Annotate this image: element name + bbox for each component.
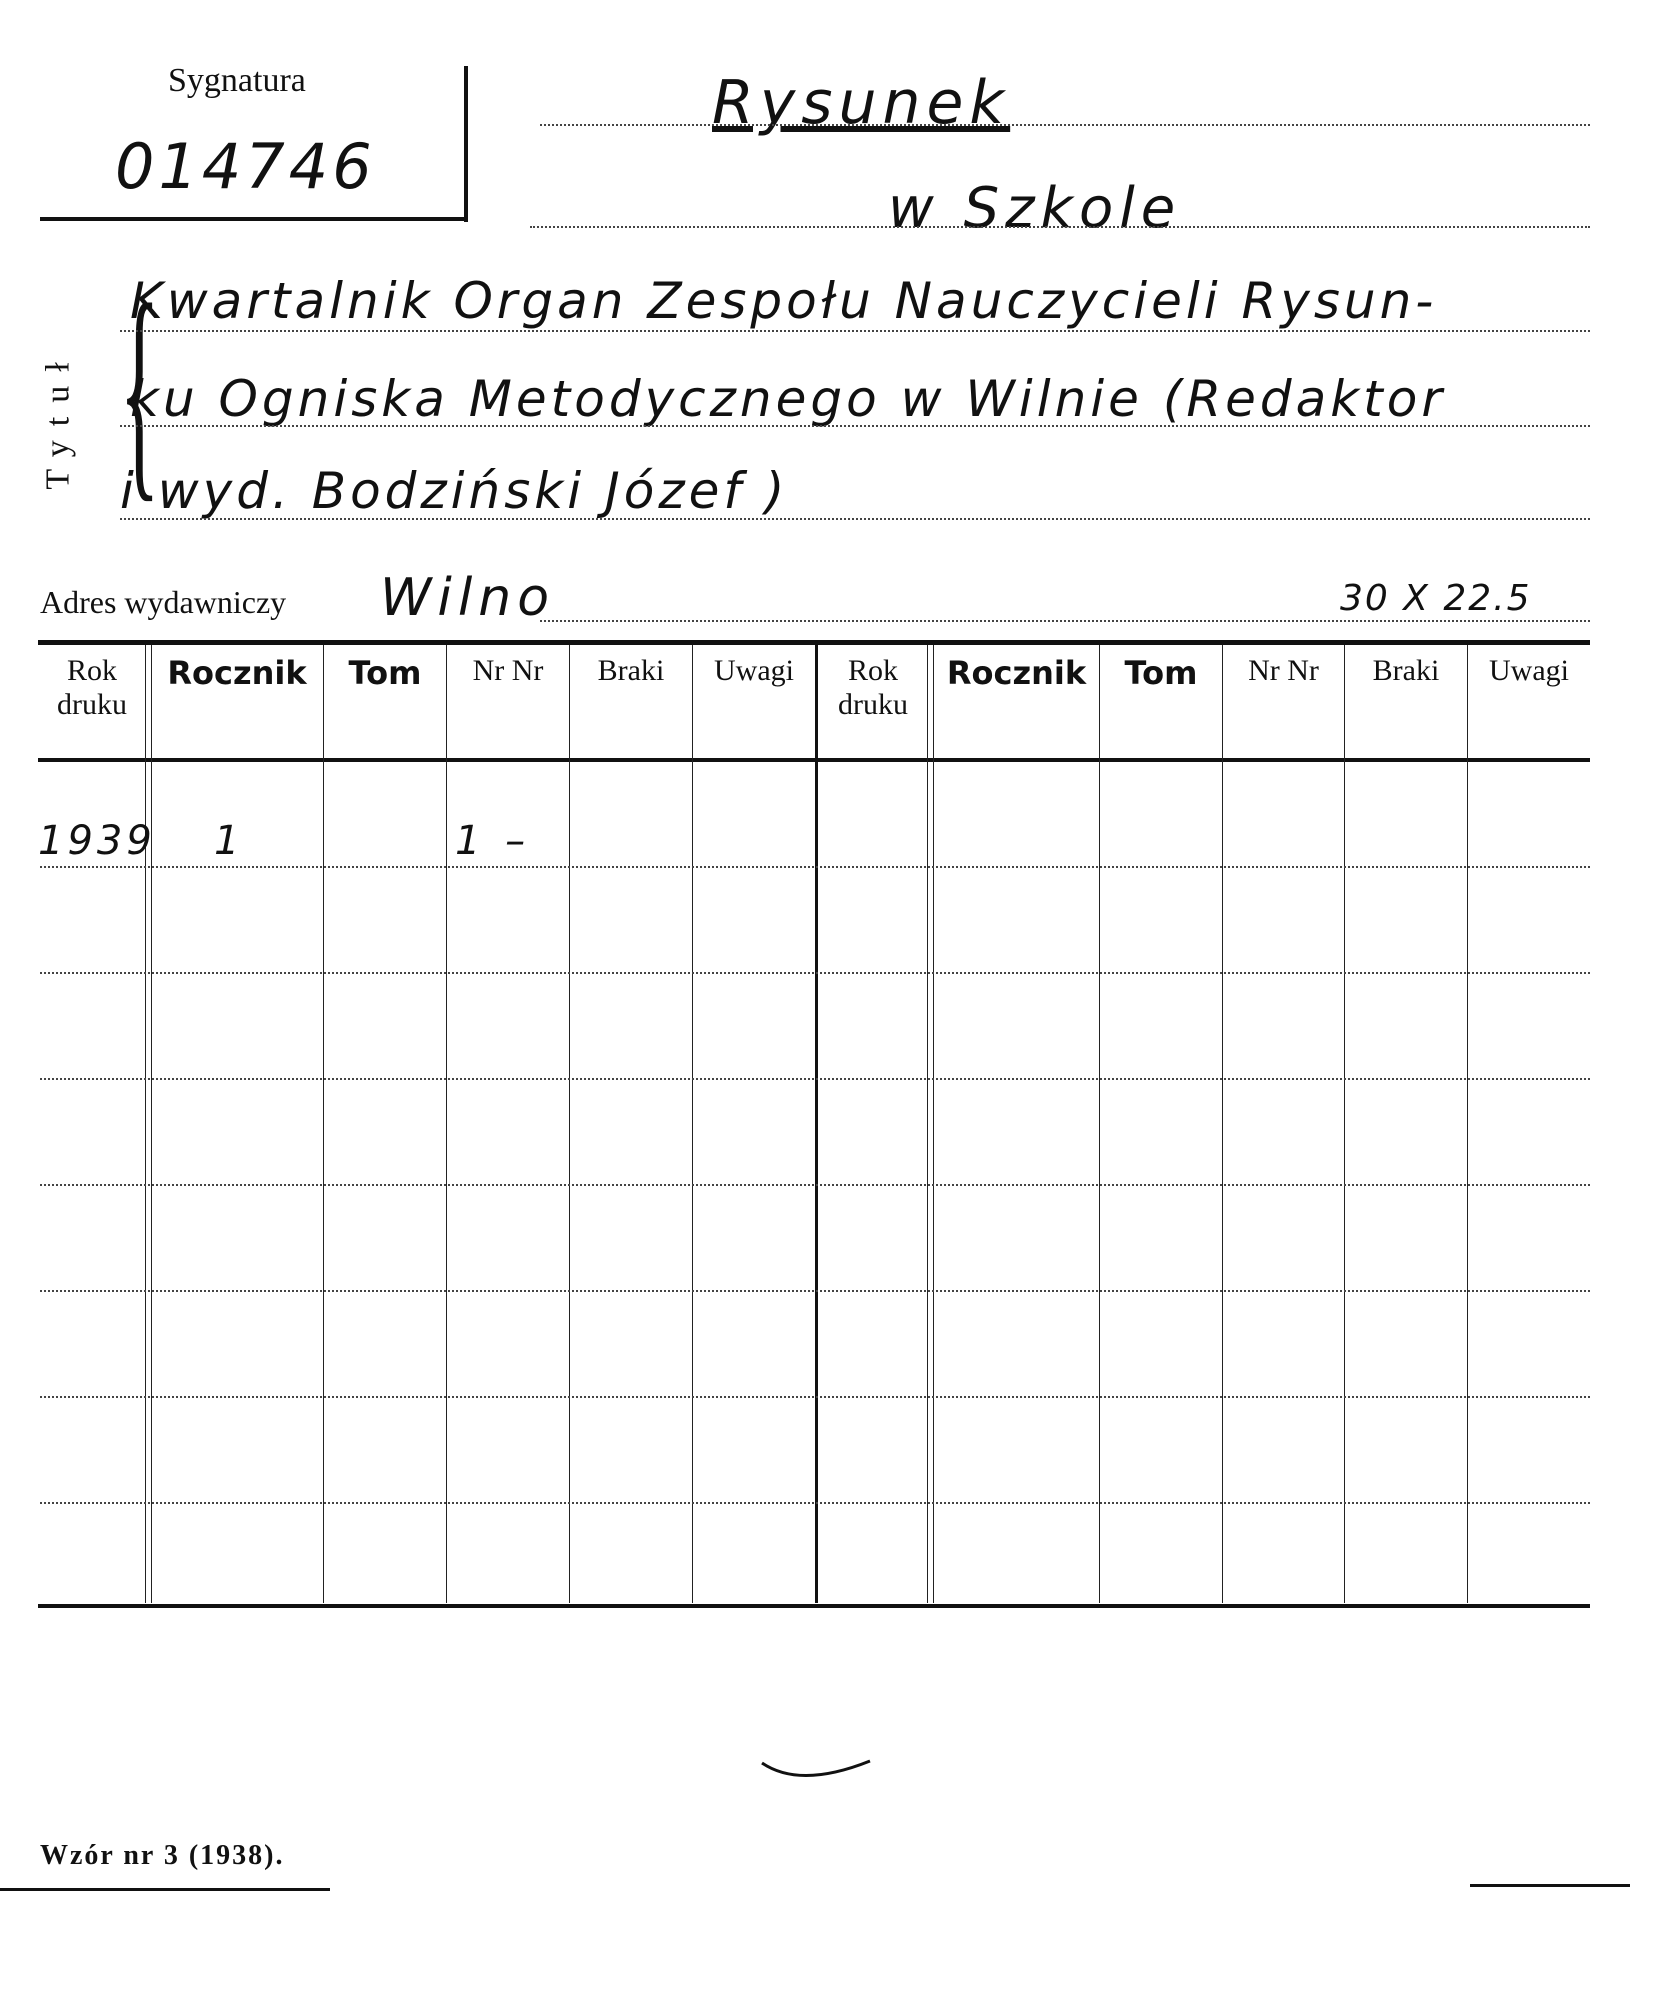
signature-divider: [464, 66, 468, 222]
row-dotline: [40, 972, 1590, 974]
main-title-dotline2: [530, 226, 1590, 228]
address-value: Wilno: [380, 568, 556, 628]
footer-rule-left: [0, 1888, 330, 1891]
title-label: Tytuł: [39, 348, 77, 490]
title-dotline-3: [120, 518, 1590, 520]
row-dotline: [40, 1396, 1590, 1398]
table-row-nrnr: 1 –: [455, 818, 532, 864]
main-title-dotline1: [540, 124, 1590, 126]
header-braki: Braki: [597, 654, 665, 687]
col-divider: [323, 645, 324, 1603]
row-dotline: [40, 1290, 1590, 1292]
header-rok-druku: Rok druku: [57, 654, 127, 721]
col-divider: [1467, 645, 1468, 1603]
col-divider: [1344, 645, 1345, 1603]
row-dotline: [40, 866, 1590, 868]
col-divider: [1222, 645, 1223, 1603]
header-nr-nr-2: Nr Nr: [1248, 654, 1319, 687]
table-top-rule: [38, 640, 1590, 645]
header-rocznik: Rocznik: [167, 654, 307, 692]
header-rok-druku-2: Rok druku: [838, 654, 908, 721]
table-row-rok: 1939: [38, 818, 156, 864]
col-divider: [692, 645, 693, 1603]
main-title-line2: w Szkole: [888, 176, 1182, 241]
header-nr-nr: Nr Nr: [472, 654, 544, 687]
dimensions: 30 X 22.5: [1340, 578, 1532, 619]
signature-label: Sygnatura: [168, 62, 306, 99]
address-label: Adres wydawniczy: [40, 584, 287, 620]
col-divider: [569, 645, 570, 1603]
title-brace: {: [119, 255, 160, 521]
col-divider: [151, 645, 152, 1603]
header-uwagi-2: Uwagi: [1489, 654, 1569, 687]
col-divider-center: [815, 645, 818, 1603]
row-dotline: [40, 1502, 1590, 1504]
signature-underline: [40, 217, 468, 221]
table-bottom-rule: [38, 1604, 1590, 1608]
address-dotline: [540, 620, 1590, 622]
col-divider: [927, 645, 928, 1603]
col-divider: [1099, 645, 1100, 1603]
title-line-3: i wyd. Bodziński Józef ): [120, 462, 789, 520]
table-header-rule: [38, 758, 1590, 762]
col-divider: [933, 645, 934, 1603]
header-rocznik-2: Rocznik: [946, 654, 1087, 692]
footer-form-number: Wzór nr 3 (1938).: [40, 1840, 285, 1871]
title-line-2: ku Ogniska Metodycznego w Wilnie (Redaktor: [130, 370, 1446, 428]
signature-value: 014746: [115, 130, 376, 203]
col-divider: [446, 645, 447, 1603]
title-dotline-2: [120, 425, 1590, 427]
col-divider: [145, 645, 146, 1603]
title-dotline-1: [120, 330, 1590, 332]
header-uwagi: Uwagi: [714, 654, 794, 687]
main-title-line1: Rysunek: [712, 68, 1011, 138]
title-line-1: Kwartalnik Organ Zespołu Nauczycieli Rysun-: [130, 272, 1438, 330]
footer-rule-right: [1470, 1884, 1630, 1887]
row-dotline: [40, 1078, 1590, 1080]
row-dotline: [40, 1184, 1590, 1186]
header-tom: Tom: [348, 654, 422, 692]
header-tom-2: Tom: [1124, 654, 1198, 692]
stroke-mark: [760, 1755, 880, 1795]
header-braki-2: Braki: [1372, 654, 1440, 687]
table-row-rocznik: 1: [214, 818, 246, 864]
